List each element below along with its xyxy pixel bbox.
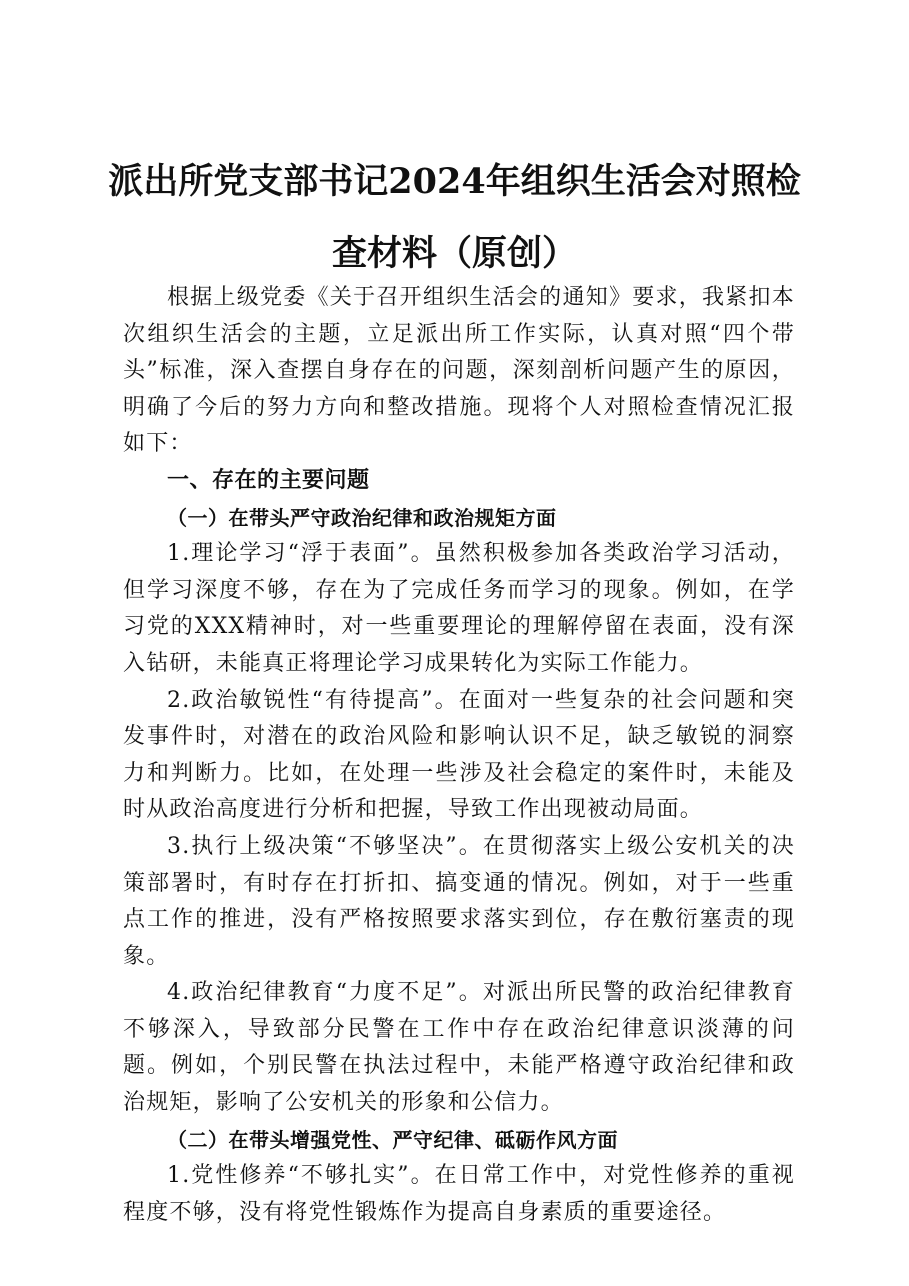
- intro-paragraph: 根据上级党委《关于召开组织生活会的通知》要求，我紧扣本次组织生活会的主题，立足派出所工作实际，认真对照“四个带头”标准，深入查摆自身存在的问题，深刻剖析问题产生的原因，明确了今后的努力方向和整改措施。现将个人对照检查情况汇报如下：: [123, 285, 795, 457]
- list-item: 2.政治敏锐性“有待提高”。在面对一些复杂的社会问题和突发事件时，对潜在的政治风险和影响认识不足，缺乏敏锐的洞察力和判断力。比如，在处理一些涉及社会稳定的案件时，未能及时从政治高度进行分析和把握，导致工作出现被动局面。: [123, 687, 795, 823]
- list-item: 1.党性修养“不够扎实”。在日常工作中，对党性修养的重视程度不够，没有将党性锻炼作为提高自身素质的重要途径。: [123, 1163, 795, 1225]
- list-item: 4.政治纪律教育“力度不足”。对派出所民警的政治纪律教育不够深入，导致部分民警在工作中存在政治纪律意识淡薄的问题。例如，个别民警在执法过程中，未能严格遵守政治纪律和政治规矩，影响了公安机关的形象和公信力。: [123, 980, 795, 1116]
- section-heading-main-problems: 一、存在的主要问题: [167, 467, 370, 493]
- subsection-heading-political-discipline: （一）在带头严守政治纪律和政治规矩方面: [167, 505, 557, 530]
- list-item: 3.执行上级决策“不够坚决”。在贯彻落实上级公安机关的决策部署时，有时存在打折扣、搞变通的情况。例如，对于一些重点工作的推进，没有严格按照要求落实到位，存在敷衍塞责的现象。: [123, 833, 795, 969]
- subsection-heading-party-spirit: （二）在带头增强党性、严守纪律、砥砺作风方面: [167, 1127, 618, 1152]
- document-body: [123, 280, 795, 1231]
- list-item: 1.理论学习“浮于表面”。虽然积极参加各类政治学习活动，但学习深度不够，存在为了完成任务而学习的现象。例如，在学习党的XXX精神时，对一些重要理论的理解停留在表面，没有深入钻研，未能真正将理论学习成果转化为实际工作能力。: [123, 541, 795, 676]
- document-title: 派出所党支部书记2024年组织生活会对照检查材料（原创）: [108, 161, 801, 274]
